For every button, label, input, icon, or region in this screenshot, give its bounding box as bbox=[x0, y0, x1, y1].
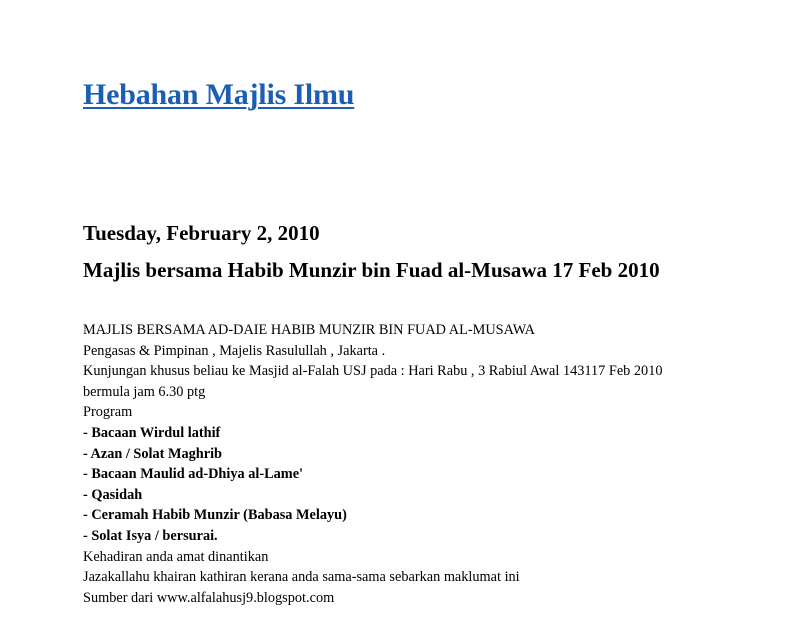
founder-line: Pengasas & Pimpinan , Majelis Rasulullah , Jakarta . bbox=[83, 342, 386, 359]
post-date: Tuesday, February 2, 2010 bbox=[83, 221, 320, 245]
program-item: - Qasidah bbox=[83, 486, 143, 503]
post-heading-line: MAJLIS BERSAMA AD-DAIE HABIB MUNZIR BIN FUAD AL-MUSAWA bbox=[83, 322, 536, 338]
program-label: Program bbox=[83, 404, 133, 421]
program-item: - Bacaan Wirdul lathif bbox=[83, 424, 221, 441]
visit-details-line: Kunjungan khusus beliau ke Masjid al-Falah USJ pada : Hari Rabu , 3 Rabiul Awal 143117 Feb 2010 bermula jam 6.30 ptg bbox=[83, 363, 663, 400]
program-item: - Ceramah Habib Munzir (Babasa Melayu) bbox=[83, 507, 347, 524]
program-item: - Bacaan Maulid ad-Dhiya al-Lame' bbox=[83, 466, 304, 483]
program-item: - Azan / Solat Maghrib bbox=[83, 445, 223, 462]
thanks-line: Jazakallahu khairan kathiran kerana anda sama-sama sebarkan maklumat ini bbox=[83, 569, 520, 586]
source-line: Sumber dari www.alfalahusj9.blogspot.com bbox=[83, 589, 335, 606]
blog-title-link[interactable]: Hebahan Majlis Ilmu bbox=[83, 78, 355, 111]
invitation-line: Kehadiran anda amat dinantikan bbox=[83, 548, 269, 565]
program-item: - Solat Isya / bersurai. bbox=[83, 527, 218, 544]
post-title: Majlis bersama Habib Munzir bin Fuad al-Musawa 17 Feb 2010 bbox=[83, 258, 660, 282]
post-body bbox=[83, 320, 723, 608]
